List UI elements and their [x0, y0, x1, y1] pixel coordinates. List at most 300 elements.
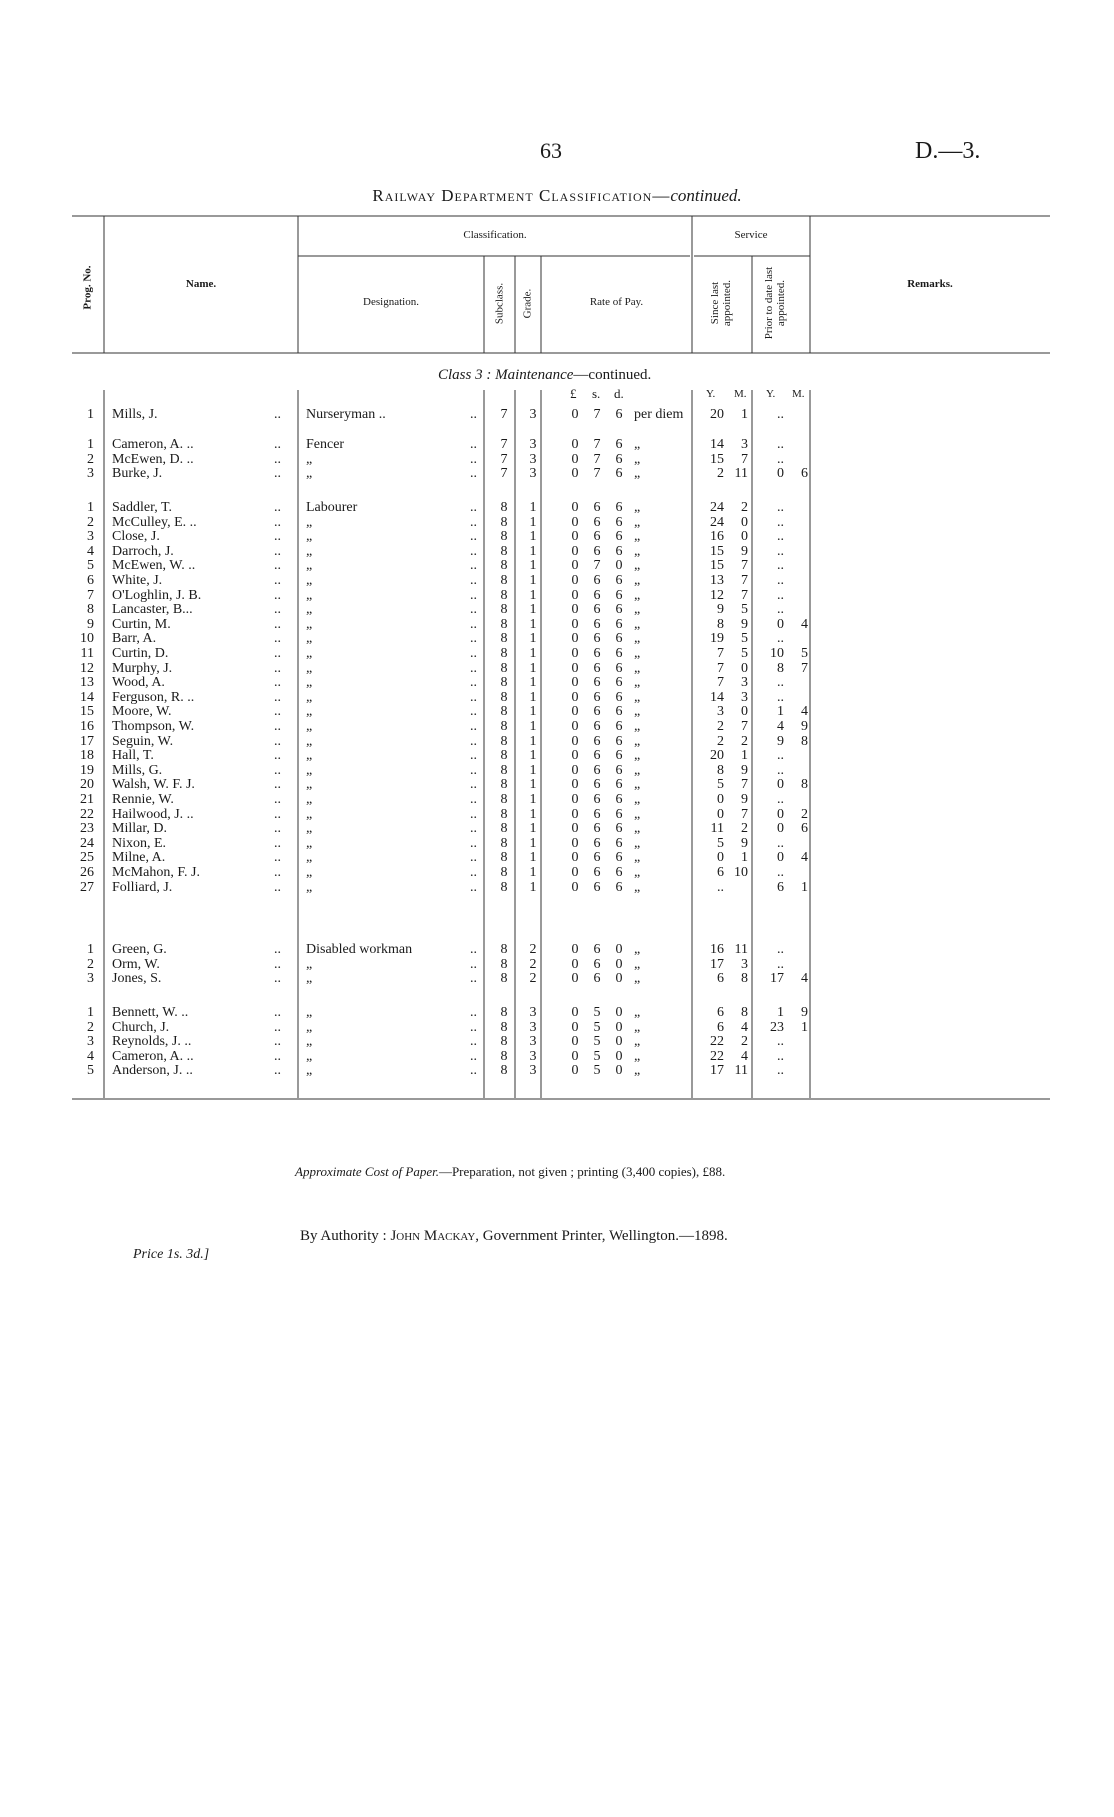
designation: „: [306, 719, 313, 734]
grade: 1: [529, 573, 537, 588]
prior-years: 9: [777, 733, 784, 749]
since-years: 8: [717, 762, 724, 778]
prog-no: 5: [87, 558, 94, 574]
unit-years-since: Y.: [706, 388, 716, 400]
pay-period: „: [634, 719, 641, 734]
grade: 1: [529, 777, 537, 793]
prior-years: ..: [777, 631, 784, 647]
employee-name: Rennie, W.: [112, 792, 174, 807]
subclass: 8: [500, 762, 508, 778]
prior-years: ..: [777, 437, 784, 452]
since-months: 3: [741, 956, 748, 972]
leader-dots: ..: [274, 543, 281, 559]
table-row: [0, 452, 1114, 467]
header-name: Name.: [185, 278, 217, 290]
pay-pence: 6: [615, 543, 623, 559]
pay-pence: 6: [615, 792, 623, 807]
pay-shillings: 5: [593, 1034, 601, 1050]
pay-period: „: [634, 646, 641, 661]
designation: „: [306, 748, 313, 764]
class-label: Class 3 :: [438, 367, 496, 383]
subclass: 8: [500, 719, 508, 734]
leader-dots: ..: [470, 879, 477, 895]
since-years: 2: [717, 733, 724, 749]
since-months: 7: [741, 806, 748, 822]
designation: „: [306, 602, 313, 618]
prior-years: ..: [777, 573, 784, 588]
since-years: 2: [717, 466, 724, 482]
pay-period: „: [634, 500, 641, 515]
table-row: [0, 748, 1114, 763]
pay-pence: 0: [615, 1063, 623, 1079]
grade: 1: [529, 529, 537, 545]
leader-dots: ..: [470, 821, 477, 837]
employee-name: Mills, J.: [112, 407, 158, 422]
cost-text: —Preparation, not given ; printing (3,400 copies), £88.: [438, 1164, 726, 1179]
leader-dots: ..: [470, 646, 477, 661]
pay-pence: 6: [615, 514, 623, 530]
pay-pounds: 0: [571, 792, 579, 807]
prior-months: 4: [801, 616, 808, 632]
subclass: 8: [500, 646, 508, 661]
subclass: 8: [500, 1019, 508, 1035]
table-row: [0, 792, 1114, 807]
pay-period: „: [634, 942, 641, 957]
pay-period: „: [634, 616, 641, 632]
prior-years: 0: [777, 616, 784, 632]
authority-suffix: , Government Printer, Wellington.—1898.: [475, 1228, 728, 1244]
subclass: 7: [500, 407, 508, 422]
leader-dots: ..: [274, 660, 281, 676]
prog-no: 17: [80, 733, 94, 749]
pay-pounds: 0: [571, 631, 579, 647]
pay-pence: 6: [615, 587, 623, 603]
table-row: [0, 617, 1114, 632]
grade: 1: [529, 616, 537, 632]
table-row: [0, 1005, 1114, 1020]
leader-dots: ..: [470, 689, 477, 705]
pay-period: „: [634, 762, 641, 778]
leader-dots: ..: [470, 466, 477, 482]
pay-pence: 6: [615, 719, 623, 734]
designation: „: [306, 689, 313, 705]
since-months: 3: [741, 689, 748, 705]
pay-pounds: 0: [571, 835, 579, 851]
employee-name: Reynolds, J. ..: [112, 1034, 192, 1050]
grade: 3: [529, 1019, 537, 1035]
leader-dots: ..: [470, 573, 477, 588]
designation: Labourer: [306, 500, 358, 515]
table-row: [0, 1034, 1114, 1049]
pay-period: „: [634, 675, 641, 691]
subclass: 8: [500, 850, 508, 866]
employee-name: Walsh, W. F. J.: [112, 777, 195, 793]
pay-pence: 6: [615, 777, 623, 793]
pay-pounds: 0: [571, 879, 579, 895]
pay-shillings: 6: [593, 792, 601, 807]
leader-dots: ..: [470, 971, 477, 987]
grade: 1: [529, 543, 537, 559]
leader-dots: ..: [470, 956, 477, 972]
grade: 1: [529, 879, 537, 895]
pay-pence: 6: [615, 631, 623, 647]
table-row: [0, 573, 1114, 588]
since-years: 7: [717, 660, 724, 676]
pay-shillings: 6: [593, 748, 601, 764]
leader-dots: ..: [470, 602, 477, 618]
page-number: 63: [540, 138, 562, 163]
pay-shillings: 7: [593, 558, 601, 574]
employee-name: O'Loghlin, J. B.: [112, 587, 202, 603]
prog-no: 8: [87, 602, 94, 618]
since-months: 5: [741, 631, 748, 647]
pay-shillings: 6: [593, 733, 601, 749]
employee-name: Millar, D.: [112, 821, 168, 837]
table-row: [0, 1063, 1114, 1078]
designation: „: [306, 466, 313, 482]
pay-period: „: [634, 1005, 641, 1020]
pay-shillings: 6: [593, 806, 601, 822]
pay-pounds: 0: [571, 573, 579, 588]
table-row: [0, 407, 1114, 422]
prog-no: 6: [87, 573, 94, 588]
prior-months: 9: [801, 1005, 808, 1020]
leader-dots: ..: [274, 437, 281, 452]
pay-pounds: 0: [571, 1019, 579, 1035]
prior-months: 8: [801, 777, 808, 793]
pay-pounds: 0: [571, 602, 579, 618]
prior-months: 8: [801, 733, 808, 749]
pay-pounds: 0: [571, 704, 579, 720]
designation: „: [306, 865, 313, 880]
prior-years: 23: [770, 1019, 784, 1035]
employee-name: Close, J.: [112, 529, 160, 545]
grade: 1: [529, 719, 537, 734]
prog-no: 3: [87, 529, 94, 545]
table-row: [0, 865, 1114, 880]
since-years: 24: [710, 514, 724, 530]
since-months: 5: [741, 646, 748, 661]
pay-shillings: 7: [593, 466, 601, 482]
designation: „: [306, 587, 313, 603]
employee-name: Moore, W.: [112, 704, 172, 720]
employee-name: Nixon, E.: [112, 835, 167, 851]
pay-period: „: [634, 748, 641, 764]
grade: 3: [529, 437, 537, 452]
leader-dots: ..: [274, 631, 281, 647]
header-subclass: Subclass.: [493, 282, 506, 325]
subclass: 8: [500, 733, 508, 749]
unit-months-since: M.: [734, 388, 747, 400]
pay-period: „: [634, 879, 641, 895]
prior-months: 1: [801, 879, 808, 895]
prog-no: 9: [87, 616, 94, 632]
pay-shillings: 5: [593, 1005, 601, 1020]
subclass: 8: [500, 500, 508, 515]
employee-name: Hailwood, J. ..: [112, 806, 194, 822]
designation: „: [306, 675, 313, 691]
leader-dots: ..: [470, 543, 477, 559]
subclass: 8: [500, 558, 508, 574]
employee-name: Church, J.: [112, 1019, 170, 1035]
leader-dots: ..: [274, 646, 281, 661]
prog-no: 4: [87, 543, 94, 559]
since-months: 9: [741, 792, 748, 807]
pay-shillings: 6: [593, 971, 601, 987]
pay-shillings: 6: [593, 942, 601, 957]
pay-pence: 0: [615, 1048, 623, 1064]
pay-period: „: [634, 543, 641, 559]
employee-name: Curtin, D.: [112, 646, 169, 661]
prog-no: 1: [87, 1005, 94, 1020]
pay-period: „: [634, 529, 641, 545]
since-months: 7: [741, 573, 748, 588]
pay-shillings: 6: [593, 573, 601, 588]
table-row: [0, 763, 1114, 778]
leader-dots: ..: [274, 1048, 281, 1064]
since-months: 5: [741, 602, 748, 618]
employee-name: Green, G.: [112, 942, 167, 957]
prog-no: 2: [87, 956, 94, 972]
prior-years: ..: [777, 500, 784, 515]
leader-dots: ..: [470, 748, 477, 764]
designation: „: [306, 777, 313, 793]
employee-name: Mills, G.: [112, 762, 163, 778]
subclass: 7: [500, 451, 508, 467]
prior-years: 0: [777, 777, 784, 793]
pay-period: „: [634, 573, 641, 588]
pay-pence: 6: [615, 762, 623, 778]
printer-name: John Mackay: [390, 1228, 476, 1244]
pay-period: per diem: [634, 407, 684, 422]
prior-years: ..: [777, 689, 784, 705]
leader-dots: ..: [274, 500, 281, 515]
leader-dots: ..: [470, 631, 477, 647]
pay-pence: 6: [615, 466, 623, 482]
designation: „: [306, 850, 313, 866]
pay-pence: 0: [615, 558, 623, 574]
subclass: 8: [500, 602, 508, 618]
designation: „: [306, 1005, 313, 1020]
pay-period: „: [634, 821, 641, 837]
prog-no: 7: [87, 587, 94, 603]
prog-no: 3: [87, 971, 94, 987]
since-years: 14: [710, 689, 724, 705]
pay-shillings: 6: [593, 777, 601, 793]
designation: „: [306, 1048, 313, 1064]
header-rate-of-pay: Rate of Pay.: [589, 296, 644, 308]
table-row: [0, 588, 1114, 603]
prior-years: ..: [777, 558, 784, 574]
prior-years: 6: [777, 879, 784, 895]
designation: „: [306, 806, 313, 822]
grade: 2: [529, 956, 537, 972]
prior-years: ..: [777, 956, 784, 972]
pay-shillings: 6: [593, 529, 601, 545]
printer-authority: [300, 1228, 728, 1245]
grade: 3: [529, 1005, 537, 1020]
subclass: 8: [500, 792, 508, 807]
pay-period: „: [634, 660, 641, 676]
pay-period: „: [634, 777, 641, 793]
table-row: [0, 836, 1114, 851]
pay-pounds: 0: [571, 646, 579, 661]
pay-pounds: 0: [571, 850, 579, 866]
subclass: 8: [500, 587, 508, 603]
subclass: 8: [500, 956, 508, 972]
prog-no: 16: [80, 719, 94, 734]
leader-dots: ..: [274, 865, 281, 880]
leader-dots: ..: [470, 1048, 477, 1064]
pay-shillings: 5: [593, 1063, 601, 1079]
pay-shillings: 6: [593, 835, 601, 851]
prior-years: 0: [777, 806, 784, 822]
pay-shillings: 6: [593, 587, 601, 603]
since-years: 7: [717, 646, 724, 661]
since-years: 17: [710, 1063, 724, 1079]
pay-pounds: 0: [571, 719, 579, 734]
since-months: 2: [741, 733, 748, 749]
since-months: 0: [741, 514, 748, 530]
subclass: 8: [500, 514, 508, 530]
pay-shillings: 5: [593, 1019, 601, 1035]
leader-dots: ..: [274, 573, 281, 588]
table-row: [0, 777, 1114, 792]
pay-pounds: 0: [571, 587, 579, 603]
prog-no: 27: [80, 879, 94, 895]
pay-pence: 6: [615, 407, 623, 422]
leader-dots: ..: [470, 865, 477, 880]
pay-period: „: [634, 631, 641, 647]
leader-dots: ..: [274, 704, 281, 720]
table-row: [0, 631, 1114, 646]
pay-pence: 6: [615, 500, 623, 515]
pay-pounds: 0: [571, 762, 579, 778]
subclass: 8: [500, 777, 508, 793]
pay-pounds: 0: [571, 821, 579, 837]
since-months: 2: [741, 500, 748, 515]
table-row: [0, 880, 1114, 895]
subclass: 8: [500, 942, 508, 957]
leader-dots: ..: [274, 821, 281, 837]
pay-period: „: [634, 806, 641, 822]
since-years: 16: [710, 529, 724, 545]
pay-pence: 6: [615, 437, 623, 452]
grade: 3: [529, 1063, 537, 1079]
subclass: 8: [500, 1034, 508, 1050]
designation: „: [306, 762, 313, 778]
leader-dots: ..: [274, 602, 281, 618]
since-years: 14: [710, 437, 724, 452]
prog-no: 14: [80, 689, 94, 705]
table-row: [0, 690, 1114, 705]
grade: 1: [529, 500, 537, 515]
grade: 1: [529, 733, 537, 749]
prog-no: 10: [80, 631, 94, 647]
designation: „: [306, 733, 313, 749]
title-continued: continued.: [670, 186, 742, 205]
pay-pence: 6: [615, 616, 623, 632]
pay-shillings: 6: [593, 514, 601, 530]
grade: 1: [529, 689, 537, 705]
table-row: [0, 850, 1114, 865]
pay-pence: 0: [615, 956, 623, 972]
prior-years: ..: [777, 835, 784, 851]
since-months: 11: [734, 466, 748, 482]
pay-shillings: 6: [593, 879, 601, 895]
employee-name: Cameron, A. ..: [112, 437, 194, 452]
leader-dots: ..: [274, 1034, 281, 1050]
employee-name: Thompson, W.: [112, 719, 195, 734]
prior-years: ..: [777, 451, 784, 467]
pay-pounds: 0: [571, 500, 579, 515]
leader-dots: ..: [470, 451, 477, 467]
pay-period: „: [634, 956, 641, 972]
pay-period: „: [634, 587, 641, 603]
designation: „: [306, 660, 313, 676]
prior-years: ..: [777, 942, 784, 957]
employee-name: McMahon, F. J.: [112, 865, 200, 880]
since-years: 2: [717, 719, 724, 734]
pay-period: „: [634, 602, 641, 618]
pay-shillings: 7: [593, 407, 601, 422]
prior-years: ..: [777, 675, 784, 691]
prog-no: 5: [87, 1063, 94, 1079]
grade: 1: [529, 675, 537, 691]
subclass: 8: [500, 971, 508, 987]
since-months: 9: [741, 835, 748, 851]
prog-no: 2: [87, 514, 94, 530]
since-years: 20: [710, 407, 724, 422]
designation: „: [306, 631, 313, 647]
subclass: 8: [500, 1005, 508, 1020]
employee-name: Hall, T.: [112, 748, 154, 764]
grade: 3: [529, 1034, 537, 1050]
leader-dots: ..: [470, 704, 477, 720]
subclass: 8: [500, 660, 508, 676]
table-row: [0, 529, 1114, 544]
designation: „: [306, 1034, 313, 1050]
pay-shillings: 6: [593, 821, 601, 837]
employee-name: McEwen, D. ..: [112, 451, 194, 467]
prog-no: 13: [80, 675, 94, 691]
subclass: 8: [500, 1048, 508, 1064]
pay-pounds: 0: [571, 865, 579, 880]
designation: „: [306, 616, 313, 632]
grade: 2: [529, 971, 537, 987]
authority-prefix: By Authority :: [300, 1228, 391, 1244]
prior-months: 1: [801, 1019, 808, 1035]
since-years: 19: [710, 631, 724, 647]
table-row: [0, 515, 1114, 530]
prior-years: ..: [777, 1048, 784, 1064]
designation: „: [306, 543, 313, 559]
pay-period: „: [634, 792, 641, 807]
designation: „: [306, 646, 313, 661]
pay-period: „: [634, 558, 641, 574]
table-row: [0, 675, 1114, 690]
subclass: 8: [500, 806, 508, 822]
pay-shillings: 6: [593, 543, 601, 559]
designation: „: [306, 1063, 313, 1079]
pay-period: „: [634, 850, 641, 866]
pay-pounds: 0: [571, 407, 579, 422]
prior-years: ..: [777, 602, 784, 618]
prior-years: ..: [777, 407, 784, 422]
prior-months: 6: [801, 466, 808, 482]
prior-months: 5: [801, 646, 808, 661]
grade: 1: [529, 806, 537, 822]
